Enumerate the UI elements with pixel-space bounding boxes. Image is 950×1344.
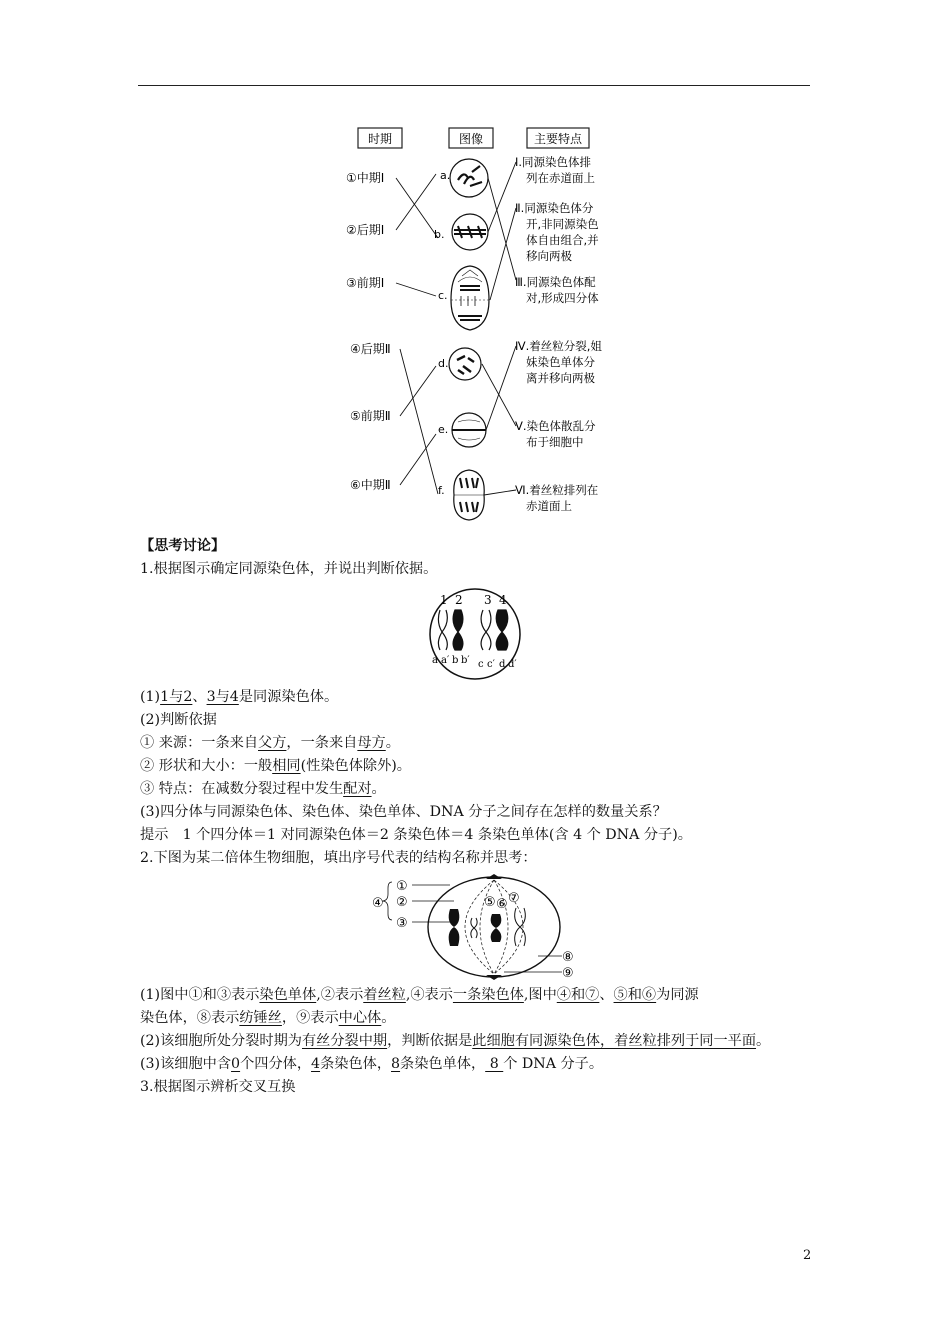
gene-label: d′ bbox=[508, 659, 517, 670]
discussion-section bbox=[140, 535, 812, 1099]
svg-text:Ⅱ.同源染色体分: Ⅱ.同源染色体分 bbox=[515, 201, 594, 215]
q1-answer-1: (1)1与2、3与4是同源染色体。 bbox=[140, 689, 339, 705]
chromosome-number: 3 bbox=[484, 593, 492, 607]
svg-text:对,形成四分体: 对,形成四分体 bbox=[526, 291, 599, 305]
gene-label: b bbox=[452, 655, 459, 666]
q1-title: 1.根据图示确定同源染色体，并说出判断依据。 bbox=[140, 561, 438, 577]
cell-image-f bbox=[454, 470, 484, 520]
image-letter: e. bbox=[438, 423, 449, 436]
image-letter: d. bbox=[438, 357, 449, 370]
gene-label: d bbox=[499, 659, 506, 670]
svg-text:Ⅰ.同源染色体排: Ⅰ.同源染色体排 bbox=[515, 155, 592, 169]
svg-text:Ⅵ.着丝粒排列在: Ⅵ.着丝粒排列在 bbox=[515, 483, 599, 497]
header-features: 主要特点 bbox=[533, 132, 583, 146]
q2-answer-1b: 染色体，⑧表示纺锤丝，⑨表示中心体。 bbox=[140, 1010, 396, 1026]
gene-label: c′ bbox=[487, 659, 495, 670]
period-label: ③前期Ⅰ bbox=[346, 276, 385, 290]
feature-i bbox=[515, 155, 595, 185]
cell-image-d bbox=[449, 348, 481, 380]
q1-source: ① 来源：一条来自父方，一条来自母方。 bbox=[140, 735, 400, 751]
marker-1: ① bbox=[396, 879, 408, 894]
svg-text:妹染色单体分: 妹染色单体分 bbox=[526, 355, 595, 369]
marker-8: ⑧ bbox=[562, 950, 574, 965]
svg-text:Ⅳ.着丝粒分裂,姐: Ⅳ.着丝粒分裂,姐 bbox=[515, 339, 602, 353]
marker-2: ② bbox=[396, 895, 408, 910]
cell-image-a bbox=[450, 159, 488, 197]
image-letter: c. bbox=[438, 289, 448, 302]
marker-4: ④ bbox=[372, 896, 384, 911]
q1-answer-3: (3)四分体与同源染色体、染色体、染色单体、DNA 分子之间存在怎样的数量关系？ bbox=[140, 804, 667, 820]
feature-vi bbox=[515, 483, 598, 513]
gene-label: a′ bbox=[441, 655, 450, 666]
svg-text:体自由组合,并: 体自由组合,并 bbox=[526, 233, 599, 247]
svg-text:移向两极: 移向两极 bbox=[526, 249, 572, 263]
image-letter: b. bbox=[434, 228, 445, 241]
marker-7: ⑦ bbox=[508, 891, 520, 906]
marker-9: ⑨ bbox=[562, 966, 574, 981]
header-image: 图像 bbox=[458, 132, 484, 146]
chromosome-number: 2 bbox=[455, 593, 463, 607]
q2-answer-2: (2)该细胞所处分裂时期为有丝分裂中期，判断依据是此细胞有同源染色体，着丝粒排列于同一平面。 bbox=[140, 1033, 771, 1049]
image-letter: a. bbox=[440, 169, 451, 182]
svg-text:列在赤道面上: 列在赤道面上 bbox=[526, 171, 595, 185]
header-period: 时期 bbox=[367, 132, 393, 146]
q1-shape: ② 形状和大小：一般相同(性染色体除外)。 bbox=[140, 758, 411, 774]
gene-label: a bbox=[432, 655, 438, 666]
feature-iii bbox=[515, 275, 599, 305]
connector-lines bbox=[396, 162, 516, 495]
q1-answer-2: (2)判断依据 bbox=[140, 712, 217, 728]
period-label: ⑥中期Ⅱ bbox=[350, 478, 391, 492]
feature-v bbox=[515, 419, 596, 449]
homologous-chromosomes-figure bbox=[420, 586, 530, 682]
feature-ii bbox=[515, 201, 599, 263]
svg-text:Ⅲ.同源染色体配: Ⅲ.同源染色体配 bbox=[515, 275, 596, 289]
header-rule bbox=[138, 85, 810, 86]
cell-image-e bbox=[452, 413, 486, 447]
marker-3: ③ bbox=[396, 916, 408, 931]
discussion-heading: 【思考讨论】 bbox=[140, 538, 226, 554]
page-number: 2 bbox=[803, 1248, 812, 1263]
svg-text:开,非同源染色: 开,非同源染色 bbox=[526, 217, 599, 231]
period-label: ④后期Ⅱ bbox=[350, 342, 391, 356]
meiosis-matching-diagram bbox=[330, 120, 630, 530]
q2-answer-3: (3)该细胞中含0个四分体，4条染色体，8条染色单体， 8 个 DNA 分子。 bbox=[140, 1056, 604, 1072]
q3-title: 3.根据图示辨析交叉互换 bbox=[140, 1079, 296, 1095]
svg-text:赤道面上: 赤道面上 bbox=[526, 499, 572, 513]
period-label: ①中期Ⅰ bbox=[346, 171, 385, 185]
period-label: ⑤前期Ⅱ bbox=[350, 409, 391, 423]
cell-image-c bbox=[451, 266, 489, 330]
svg-text:布于细胞中: 布于细胞中 bbox=[526, 435, 584, 449]
marker-5: ⑤ bbox=[484, 895, 496, 910]
q1-hint: 提示 1 个四分体＝1 对同源染色体＝2 条染色体＝4 条染色单体(含 4 个 DNA 分子)。 bbox=[140, 827, 692, 843]
mitosis-cell-figure bbox=[372, 874, 576, 981]
gene-label: b′ bbox=[461, 655, 470, 666]
marker-6: ⑥ bbox=[496, 897, 508, 912]
q1-feature: ③ 特点：在减数分裂过程中发生配对。 bbox=[140, 781, 386, 797]
q2-answer-1a: (1)图中①和③表示染色单体,②表示着丝粒,④表示一条染色体,图中④和⑦、⑤和⑥为同源 bbox=[140, 987, 699, 1003]
image-letter: f. bbox=[438, 484, 445, 497]
period-label: ②后期Ⅰ bbox=[346, 223, 385, 237]
feature-iv bbox=[515, 339, 602, 385]
svg-text:Ⅴ.染色体散乱分: Ⅴ.染色体散乱分 bbox=[515, 419, 596, 433]
cell-image-b bbox=[452, 214, 488, 250]
q2-title: 2.下图为某二倍体生物细胞，填出序号代表的结构名称并思考： bbox=[140, 850, 537, 866]
chromosome-number: 4 bbox=[499, 593, 507, 607]
chromosome-number: 1 bbox=[440, 593, 448, 607]
gene-label: c bbox=[478, 659, 484, 670]
svg-text:离并移向两极: 离并移向两极 bbox=[526, 371, 595, 385]
